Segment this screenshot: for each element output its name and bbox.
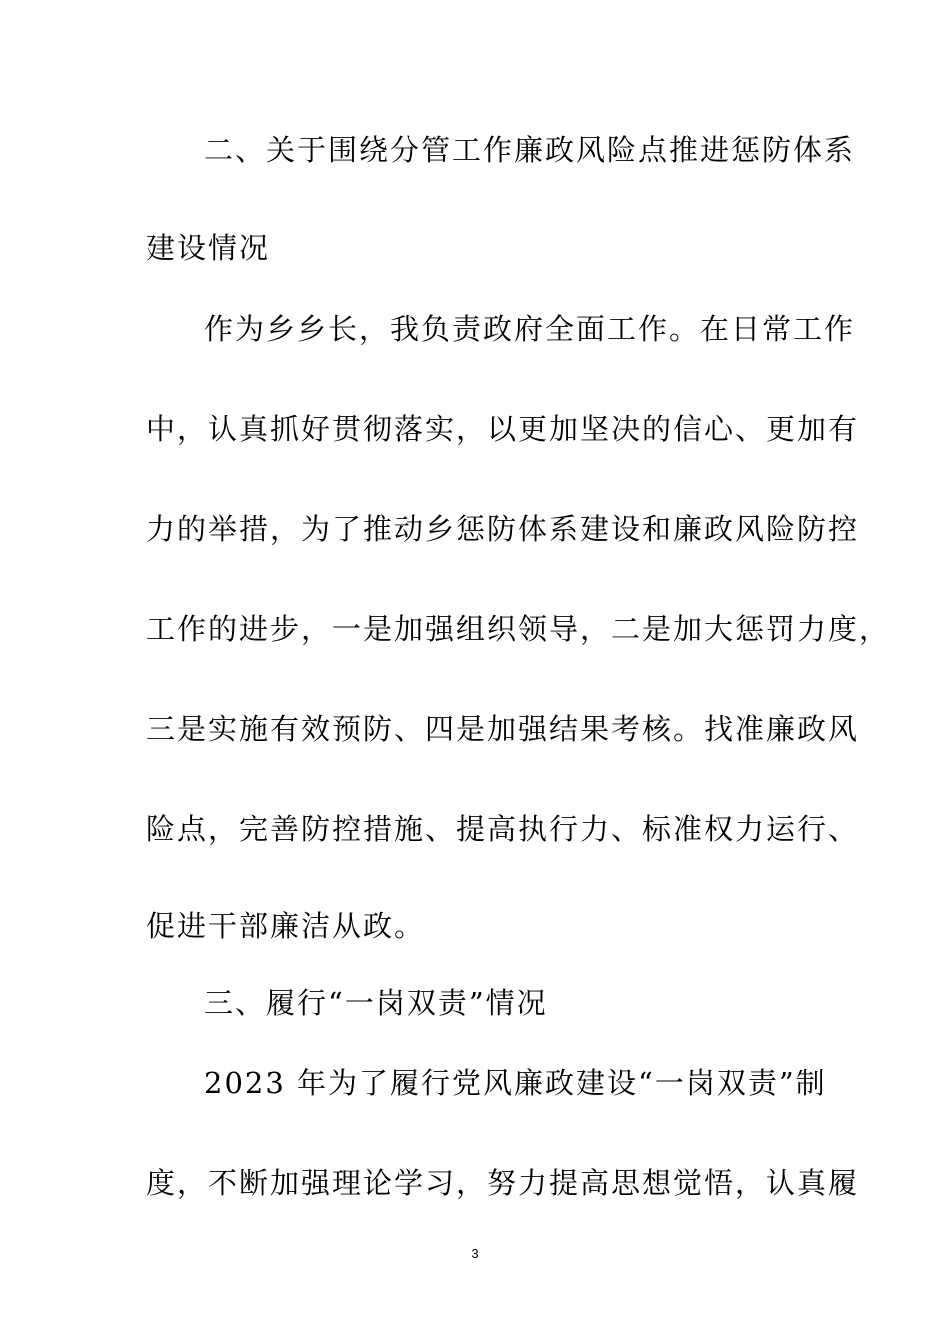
- paragraph-line: 三是实施有效预防、四是加强结果考核。找准廉政风: [146, 712, 860, 746]
- paragraph-line: 中，认真抓好贯彻落实，以更加坚决的信心、更加有: [146, 412, 860, 446]
- paragraph-line: 2023 年为了履行党风廉政建设“一岗双责”制: [204, 1066, 827, 1100]
- paragraph-line: 度，不断加强理论学习，努力提高思想觉悟，认真履: [146, 1166, 860, 1200]
- paragraph-line: 工作的进步，一是加强组织领导，二是加大惩罚力度，: [146, 612, 891, 646]
- section-heading-2-continued: 建设情况: [146, 231, 271, 265]
- paragraph-line: 险点，完善防控措施、提高执行力、标准权力运行、: [146, 812, 860, 846]
- page-number: 3: [471, 1246, 479, 1261]
- paragraph-line: 力的举措，为了推动乡惩防体系建设和廉政风险防控: [146, 512, 860, 546]
- section-heading-3: 三、履行“一岗双责”情况: [204, 986, 548, 1020]
- section-heading-2: 二、关于围绕分管工作廉政风险点推进惩防体系: [204, 133, 856, 167]
- paragraph-line: 促进干部廉洁从政。: [146, 909, 426, 943]
- paragraph-line: 作为乡乡长，我负责政府全面工作。在日常工作: [204, 312, 856, 346]
